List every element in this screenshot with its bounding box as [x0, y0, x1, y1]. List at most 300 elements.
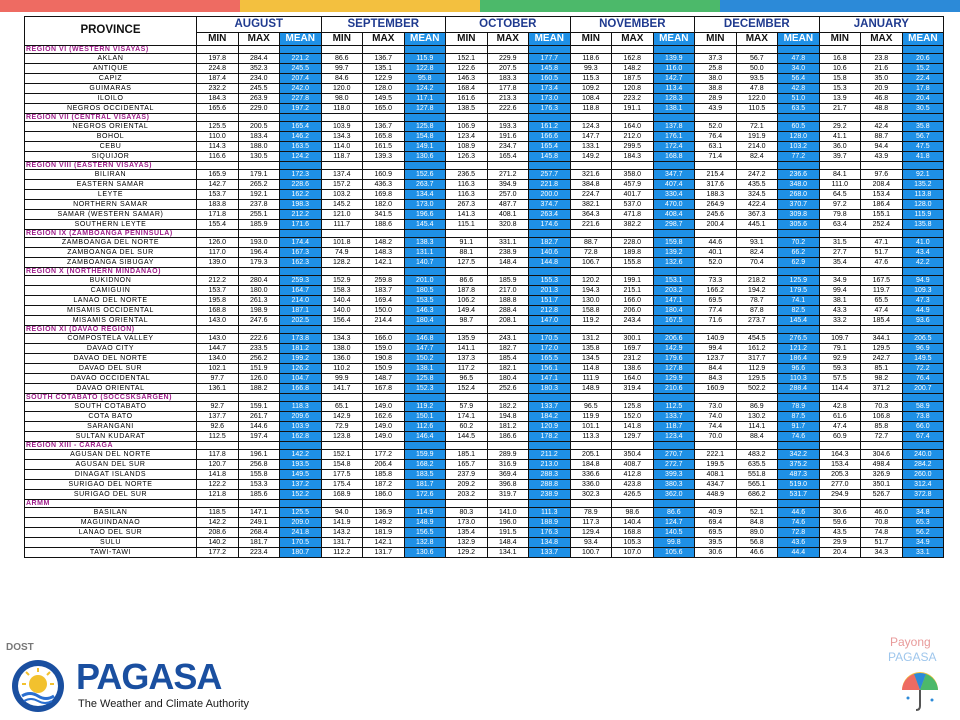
max-value: 139.3 — [363, 152, 405, 162]
mean-value: 135.2 — [902, 180, 944, 190]
mean-value: 210.6 — [653, 384, 695, 394]
max-value: 46.6 — [736, 548, 778, 558]
empty-cell — [280, 500, 322, 508]
mean-value: 196.6 — [404, 210, 446, 220]
min-value: 144.7 — [197, 344, 239, 354]
min-value: 194.3 — [570, 286, 612, 296]
table-row — [25, 258, 944, 268]
mean-value: 128.0 — [778, 132, 820, 142]
mean-value: 77.2 — [778, 152, 820, 162]
min-value: 86.6 — [446, 276, 488, 286]
min-value: 153.4 — [819, 460, 861, 470]
max-value: 193.3 — [487, 122, 529, 132]
empty-cell — [529, 162, 571, 170]
max-value: 159.1 — [238, 402, 280, 412]
min-value: 110.0 — [197, 132, 239, 142]
mean-value: 138.3 — [404, 238, 446, 248]
max-value: 148.2 — [363, 238, 405, 248]
max-value: 243.1 — [487, 334, 529, 344]
empty-cell — [902, 326, 944, 334]
max-value: 140.4 — [612, 518, 654, 528]
empty-cell — [570, 442, 612, 450]
top-bar-yellow — [240, 0, 480, 12]
mean-value: 34.0 — [778, 64, 820, 74]
min-value: 121.8 — [197, 490, 239, 500]
max-value: 159.0 — [363, 344, 405, 354]
mean-value: 372.8 — [902, 490, 944, 500]
empty-cell — [570, 230, 612, 238]
min-value: 158.3 — [321, 286, 363, 296]
mean-value: 15.2 — [902, 64, 944, 74]
region-row — [25, 114, 944, 122]
empty-cell — [861, 326, 903, 334]
min-header: MIN — [197, 33, 239, 46]
max-value: 114.1 — [736, 422, 778, 432]
empty-cell — [653, 500, 695, 508]
empty-cell — [404, 114, 446, 122]
min-value: 72.9 — [321, 422, 363, 432]
empty-cell — [446, 162, 488, 170]
mean-value: 162.8 — [280, 432, 322, 442]
min-value: 72.8 — [570, 248, 612, 258]
mean-value: 487.3 — [778, 470, 820, 480]
max-value: 167.5 — [861, 276, 903, 286]
max-value: 42.4 — [861, 122, 903, 132]
empty-cell — [446, 442, 488, 450]
min-value: 141.8 — [197, 470, 239, 480]
mean-value: 172.4 — [653, 142, 695, 152]
min-value: 173.0 — [446, 518, 488, 528]
mean-value: 164.7 — [280, 286, 322, 296]
max-value: 200.5 — [238, 122, 280, 132]
max-value: 166.0 — [612, 296, 654, 306]
min-value: 434.7 — [695, 480, 737, 490]
mean-value: 221.2 — [280, 54, 322, 64]
min-value: 74.9 — [321, 248, 363, 258]
max-value: 256.8 — [238, 460, 280, 470]
min-value: 111.9 — [570, 374, 612, 384]
mean-value: 187.1 — [280, 306, 322, 316]
mean-value: 35.8 — [902, 122, 944, 132]
mean-value: 407.4 — [653, 180, 695, 190]
min-value: 77.4 — [695, 306, 737, 316]
mean-value: 174.4 — [280, 238, 322, 248]
empty-cell — [736, 162, 778, 170]
province-name: LEYTE — [25, 190, 197, 200]
mean-value: 127.8 — [404, 104, 446, 114]
min-value: 153.7 — [197, 286, 239, 296]
mean-value: 201.3 — [529, 286, 571, 296]
province-name: SARANGANI — [25, 422, 197, 432]
mean-value: 96.9 — [902, 344, 944, 354]
empty-cell — [819, 394, 861, 402]
mean-value: 173.0 — [404, 200, 446, 210]
min-value: 185.1 — [446, 450, 488, 460]
min-value: 237.9 — [446, 470, 488, 480]
max-value: 218.2 — [736, 276, 778, 286]
mean-value: 166.6 — [529, 132, 571, 142]
max-value: 436.3 — [363, 180, 405, 190]
empty-cell — [653, 114, 695, 122]
payong-pagasa-branding — [860, 632, 960, 720]
min-value: 38.0 — [695, 74, 737, 84]
mean-value: 201.0 — [404, 276, 446, 286]
mean-value: 531.7 — [778, 490, 820, 500]
region-row — [25, 46, 944, 54]
min-value: 154.8 — [321, 460, 363, 470]
max-value: 129.5 — [736, 374, 778, 384]
max-value: 319.4 — [612, 384, 654, 394]
max-value: 358.0 — [612, 170, 654, 180]
max-value: 48.8 — [861, 104, 903, 114]
mean-value: 305.6 — [778, 220, 820, 230]
region-row — [25, 500, 944, 508]
mean-header: MEAN — [280, 33, 322, 46]
mean-value: 167.3 — [280, 248, 322, 258]
mean-value: 180.4 — [653, 306, 695, 316]
mean-value: 30.5 — [902, 104, 944, 114]
mean-value: 44.9 — [902, 306, 944, 316]
max-value: 181.7 — [238, 538, 280, 548]
min-value: 114.4 — [819, 384, 861, 394]
max-value: 401.7 — [612, 190, 654, 200]
mean-value: 43.6 — [778, 538, 820, 548]
max-value: 177.8 — [487, 84, 529, 94]
pagasa-wordmark: PAGASA — [76, 656, 222, 697]
mean-value: 153.1 — [653, 276, 695, 286]
mean-value: 142.2 — [280, 450, 322, 460]
mean-value: 163.5 — [280, 142, 322, 152]
mean-value: 119.2 — [404, 402, 446, 412]
max-value: 245.5 — [238, 84, 280, 94]
mean-value: 207.4 — [280, 74, 322, 84]
mean-value: 125.8 — [404, 374, 446, 384]
min-value: 29.9 — [819, 538, 861, 548]
mean-value: 117.1 — [404, 94, 446, 104]
max-value: 136.9 — [363, 508, 405, 518]
max-value: 222.6 — [487, 104, 529, 114]
mean-value: 139.2 — [653, 248, 695, 258]
max-value: 46.8 — [861, 94, 903, 104]
top-color-bar — [0, 0, 960, 12]
empty-cell — [487, 500, 529, 508]
max-value: 51.7 — [861, 538, 903, 548]
mean-value: 118.7 — [653, 422, 695, 432]
mean-value: 137.2 — [280, 480, 322, 490]
min-value: 97.2 — [819, 200, 861, 210]
min-value: 99.4 — [819, 286, 861, 296]
empty-cell — [778, 394, 820, 402]
mean-value: 145.4 — [404, 220, 446, 230]
max-value: 191.9 — [736, 132, 778, 142]
max-value: 152.0 — [612, 412, 654, 422]
min-value: 224.8 — [197, 64, 239, 74]
max-value: 331.1 — [487, 238, 529, 248]
max-value: 184.3 — [612, 152, 654, 162]
table-row — [25, 470, 944, 480]
mean-value: 362.0 — [653, 490, 695, 500]
empty-cell — [280, 162, 322, 170]
mean-value: 176.3 — [529, 528, 571, 538]
max-value: 21.6 — [861, 64, 903, 74]
empty-cell — [529, 46, 571, 54]
mean-value: 133.7 — [529, 548, 571, 558]
table-row — [25, 200, 944, 210]
empty-cell — [902, 394, 944, 402]
empty-cell — [778, 442, 820, 450]
min-value: 38.1 — [819, 296, 861, 306]
max-value: 93.5 — [736, 74, 778, 84]
min-value: 84.1 — [819, 170, 861, 180]
max-value: 181.9 — [363, 528, 405, 538]
mean-value: 42.2 — [902, 258, 944, 268]
max-value: 182.7 — [487, 344, 529, 354]
min-value: 294.9 — [819, 490, 861, 500]
min-value: 124.3 — [570, 122, 612, 132]
mean-value: 92.1 — [902, 170, 944, 180]
mean-value: 44.4 — [778, 548, 820, 558]
max-value: 188.0 — [238, 142, 280, 152]
region-row — [25, 326, 944, 334]
max-value: 249.1 — [238, 518, 280, 528]
min-value: 79.8 — [819, 210, 861, 220]
max-value: 126.0 — [238, 374, 280, 384]
mean-value: 58.9 — [902, 402, 944, 412]
max-value: 93.1 — [736, 238, 778, 248]
mean-value: 330.4 — [653, 190, 695, 200]
max-value: 382.2 — [612, 220, 654, 230]
empty-cell — [446, 230, 488, 238]
max-value: 138.6 — [612, 364, 654, 374]
mean-value: 113.4 — [653, 84, 695, 94]
max-value: 162.6 — [363, 412, 405, 422]
max-value: 284.4 — [238, 54, 280, 64]
mean-value: 22.4 — [902, 74, 944, 84]
max-value: 148.4 — [487, 538, 529, 548]
mean-value: 138.1 — [404, 364, 446, 374]
max-value: 72.7 — [861, 432, 903, 442]
min-value: 117.3 — [570, 518, 612, 528]
min-value: 184.3 — [197, 94, 239, 104]
mean-value: 172.0 — [529, 344, 571, 354]
max-value: 105.3 — [612, 538, 654, 548]
min-value: 99.4 — [695, 344, 737, 354]
mean-value: 206.5 — [902, 334, 944, 344]
mean-value: 263.7 — [404, 180, 446, 190]
min-value: 143.2 — [321, 528, 363, 538]
max-value: 142.1 — [363, 258, 405, 268]
max-value: 197.4 — [238, 432, 280, 442]
mean-value: 43.4 — [902, 248, 944, 258]
max-value: 148.7 — [363, 374, 405, 384]
empty-cell — [778, 230, 820, 238]
mean-value: 178.2 — [529, 432, 571, 442]
mean-value: 41.0 — [902, 238, 944, 248]
max-value: 183.7 — [363, 286, 405, 296]
max-value: 350.4 — [612, 450, 654, 460]
max-value: 273.7 — [736, 316, 778, 326]
mean-value: 168.2 — [404, 460, 446, 470]
empty-cell — [238, 230, 280, 238]
min-value: 118.5 — [197, 508, 239, 518]
min-value: 16.8 — [819, 54, 861, 64]
max-value: 148.2 — [612, 64, 654, 74]
mean-value: 173.8 — [280, 334, 322, 344]
max-value: 445.1 — [736, 220, 778, 230]
empty-cell — [280, 326, 322, 334]
min-value: 382.1 — [570, 200, 612, 210]
max-value: 565.1 — [736, 480, 778, 490]
mean-value: 148.9 — [404, 518, 446, 528]
province-name: NORTHERN SAMAR — [25, 200, 197, 210]
mean-value: 168.8 — [653, 152, 695, 162]
empty-cell — [487, 268, 529, 276]
min-value: 134.3 — [321, 334, 363, 344]
max-value: 243.4 — [612, 316, 654, 326]
max-value: 112.9 — [736, 364, 778, 374]
min-value: 122.6 — [446, 64, 488, 74]
empty-cell — [197, 326, 239, 334]
mean-value: 149.5 — [902, 354, 944, 364]
max-value: 47.6 — [861, 258, 903, 268]
empty-cell — [570, 162, 612, 170]
empty-cell — [529, 394, 571, 402]
min-value: 152.4 — [446, 384, 488, 394]
mean-value: 240.0 — [902, 450, 944, 460]
mean-value: 113.8 — [902, 190, 944, 200]
province-name: MISAMIS ORIENTAL — [25, 316, 197, 326]
empty-cell — [238, 442, 280, 450]
empty-cell — [653, 46, 695, 54]
mean-value: 131.1 — [404, 248, 446, 258]
max-value: 206.0 — [612, 306, 654, 316]
min-value: 118.8 — [570, 104, 612, 114]
mean-value: 166.8 — [280, 384, 322, 394]
min-value: 134.0 — [197, 354, 239, 364]
mean-value: 74.1 — [778, 296, 820, 306]
mean-value: 149.5 — [280, 470, 322, 480]
max-value: 165.4 — [487, 152, 529, 162]
min-value: 118.7 — [321, 152, 363, 162]
province-name: DAVAO ORIENTAL — [25, 384, 197, 394]
max-value: 196.1 — [238, 450, 280, 460]
min-value: 84.4 — [695, 364, 737, 374]
table-row — [25, 122, 944, 132]
min-value: 152.9 — [321, 276, 363, 286]
min-value: 80.3 — [446, 508, 488, 518]
max-value: 141.0 — [487, 508, 529, 518]
empty-cell — [653, 230, 695, 238]
max-value: 47.4 — [861, 306, 903, 316]
min-value: 120.0 — [321, 84, 363, 94]
min-value: 52.0 — [695, 258, 737, 268]
max-value: 187.5 — [612, 74, 654, 84]
max-value: 82.4 — [736, 248, 778, 258]
max-value: 179.1 — [238, 170, 280, 180]
max-value: 119.7 — [861, 286, 903, 296]
mean-value: 375.2 — [778, 460, 820, 470]
min-value: 30.6 — [695, 548, 737, 558]
max-value: 180.4 — [487, 374, 529, 384]
min-value: 302.3 — [570, 490, 612, 500]
min-value: 147.7 — [570, 132, 612, 142]
empty-cell — [529, 230, 571, 238]
mean-value: 206.6 — [653, 334, 695, 344]
mean-value: 104.7 — [280, 374, 322, 384]
mean-value: 116.0 — [653, 64, 695, 74]
mean-value: 179.6 — [653, 354, 695, 364]
max-value: 72.1 — [736, 122, 778, 132]
max-value: 153.4 — [861, 190, 903, 200]
empty-cell — [280, 394, 322, 402]
min-value: 43.9 — [695, 104, 737, 114]
mean-value: 181.2 — [280, 344, 322, 354]
max-value: 74.8 — [861, 528, 903, 538]
max-value: 341.5 — [363, 210, 405, 220]
min-value: 408.1 — [695, 470, 737, 480]
min-value: 205.1 — [570, 450, 612, 460]
max-value: 422.4 — [736, 200, 778, 210]
min-value: 73.0 — [695, 402, 737, 412]
mean-value: 399.3 — [653, 470, 695, 480]
min-value: 336.0 — [570, 480, 612, 490]
empty-cell — [404, 162, 446, 170]
table-row — [25, 334, 944, 344]
mean-value: 186.4 — [778, 354, 820, 364]
empty-cell — [197, 500, 239, 508]
max-value: 70.8 — [861, 518, 903, 528]
empty-cell — [695, 114, 737, 122]
empty-cell — [902, 114, 944, 122]
min-value: 103.9 — [321, 122, 363, 132]
max-value: 182.1 — [487, 364, 529, 374]
mean-value: 151.7 — [529, 296, 571, 306]
min-value: 364.3 — [570, 210, 612, 220]
max-value: 167.8 — [363, 384, 405, 394]
max-value: 135.1 — [363, 64, 405, 74]
min-value: 91.1 — [446, 238, 488, 248]
min-value: 161.6 — [446, 94, 488, 104]
min-value: 183.8 — [197, 200, 239, 210]
region-label: REGION IX (ZAMBOANGA PENINSULA) — [25, 230, 197, 238]
min-value: 117.0 — [197, 248, 239, 258]
min-value: 30.6 — [819, 508, 861, 518]
mean-value: 228.6 — [280, 180, 322, 190]
max-value: 23.8 — [861, 54, 903, 64]
max-value: 319.7 — [487, 490, 529, 500]
month-header: DECEMBER — [695, 17, 820, 33]
max-value: 369.4 — [487, 470, 529, 480]
min-value: 115.3 — [570, 74, 612, 84]
empty-cell — [695, 46, 737, 54]
region-label: SOUTH COTABATO (SOCCSKSARGEN) — [25, 394, 197, 402]
max-value: 194.8 — [487, 412, 529, 422]
mean-value: 144.8 — [529, 258, 571, 268]
empty-cell — [819, 500, 861, 508]
max-value: 155.8 — [238, 470, 280, 480]
min-value: 92.7 — [197, 402, 239, 412]
mean-value: 173.0 — [529, 94, 571, 104]
max-value: 185.6 — [238, 490, 280, 500]
table-row — [25, 538, 944, 548]
min-value: 39.5 — [695, 538, 737, 548]
max-value: 128.0 — [363, 84, 405, 94]
mean-value: 177.7 — [529, 54, 571, 64]
province-name: SOUTHERN LEYTE — [25, 220, 197, 230]
max-value: 52.1 — [736, 508, 778, 518]
max-value: 423.8 — [612, 480, 654, 490]
max-value: 20.9 — [861, 84, 903, 94]
